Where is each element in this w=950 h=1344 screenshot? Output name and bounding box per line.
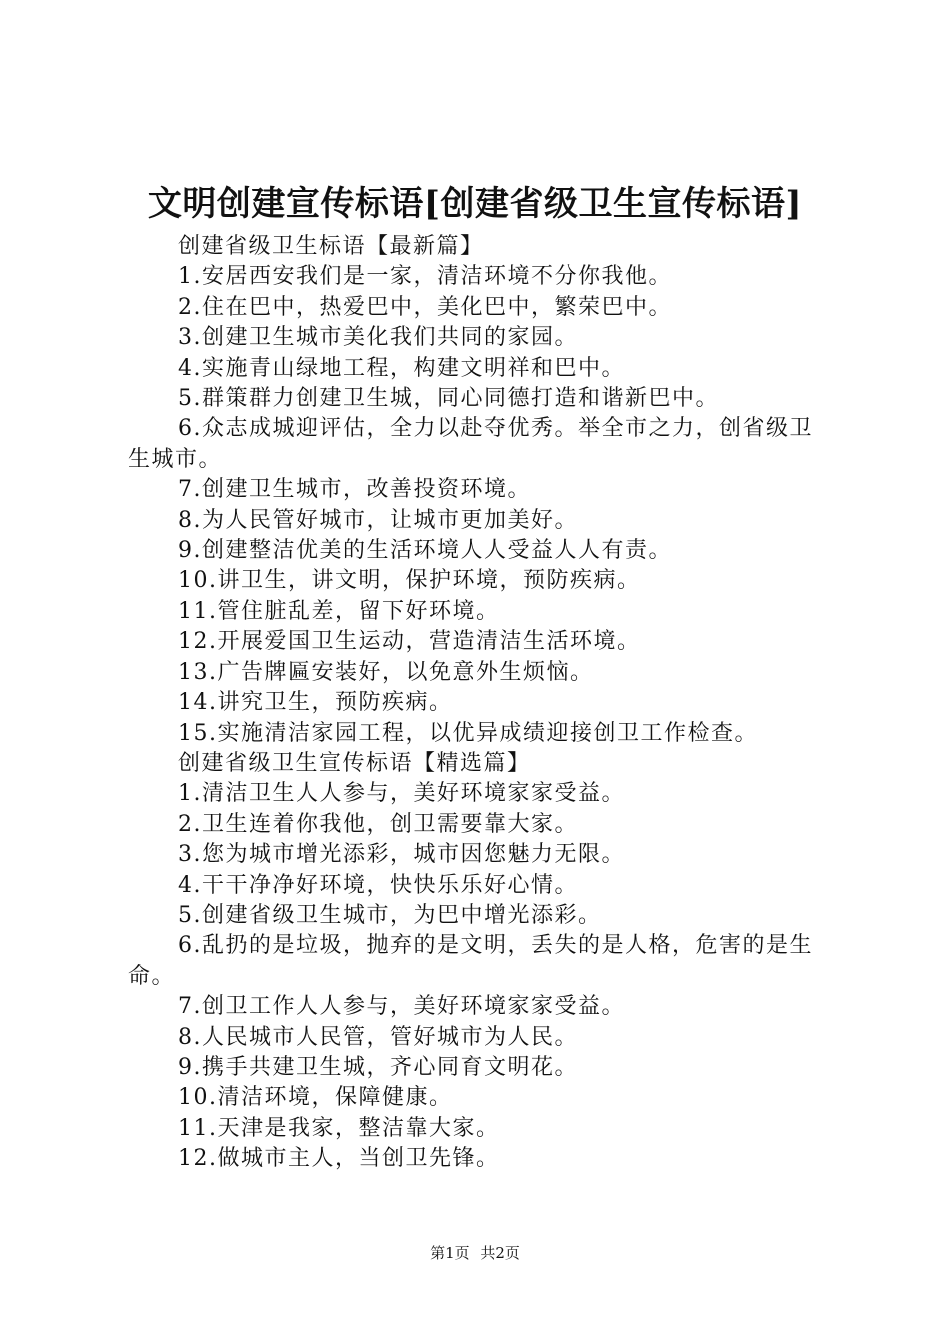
- slogan-line: 11.管住脏乱差，留下好环境。: [178, 598, 500, 624]
- slogan-line: 6.众志成城迎评估，全力以赴夺优秀。举全市之力，创省级卫生城市。: [128, 416, 813, 472]
- slogan-line: 1.清洁卫生人人参与，美好环境家家受益。: [178, 781, 625, 807]
- document-title: 文明创建宣传标语[创建省级卫生宣传标语]: [147, 184, 803, 224]
- slogan-line: 1.安居西安我们是一家，清洁环境不分你我他。: [178, 264, 672, 290]
- slogan-line: 6.乱扔的是垃圾，抛弃的是文明，丢失的是人格，危害的是生命。: [128, 933, 813, 989]
- slogan-line: 2.卫生连着你我他，创卫需要靠大家。: [178, 811, 578, 837]
- slogan-line: 8.人民城市人民管，管好城市为人民。: [178, 1024, 578, 1050]
- slogan-line: 9.携手共建卫生城，齐心同育文明花。: [178, 1054, 578, 1080]
- slogan-line: 15.实施清洁家园工程，以优异成绩迎接创卫工作检查。: [178, 720, 758, 746]
- slogan-line: 9.创建整洁优美的生活环境人人受益人人有责。: [178, 538, 672, 564]
- slogan-line: 3.您为城市增光添彩，城市因您魅力无限。: [178, 842, 625, 868]
- slogan-line: 12.开展爱国卫生运动，营造清洁生活环境。: [178, 629, 641, 655]
- section-heading: 创建省级卫生宣传标语【精选篇】: [178, 750, 531, 776]
- slogan-line: 7.创卫工作人人参与，美好环境家家受益。: [178, 994, 625, 1020]
- document-body: [128, 232, 832, 1175]
- slogan-line: 5.群策群力创建卫生城，同心同德打造和谐新巴中。: [178, 386, 719, 412]
- slogan-line: 2.住在巴中，热爱巴中，美化巴中，繁荣巴中。: [178, 294, 672, 320]
- slogan-line: 4.干干净净好环境，快快乐乐好心情。: [178, 872, 578, 898]
- slogan-line: 10.清洁环境，保障健康。: [178, 1085, 453, 1111]
- slogan-line: 3.创建卫生城市美化我们共同的家园。: [178, 325, 578, 351]
- slogan-line: 12.做城市主人，当创卫先锋。: [178, 1146, 500, 1172]
- slogan-line: 10.讲卫生，讲文明，保护环境，预防疾病。: [178, 568, 641, 594]
- page-total: 共2页: [480, 1244, 520, 1262]
- slogan-line: 13.广告牌匾安装好，以免意外生烦恼。: [178, 659, 594, 685]
- page-number: 第1页: [430, 1244, 470, 1262]
- slogan-line: 7.创建卫生城市，改善投资环境。: [178, 477, 531, 503]
- slogan-line: 5.创建省级卫生城市，为巴中增光添彩。: [178, 902, 602, 928]
- section-heading: 创建省级卫生标语【最新篇】: [178, 234, 484, 259]
- slogan-line: 8.为人民管好城市，让城市更加美好。: [178, 507, 578, 533]
- page-footer: [0, 1243, 950, 1263]
- slogan-line: 14.讲究卫生，预防疾病。: [178, 690, 453, 716]
- slogan-line: 11.天津是我家，整洁靠大家。: [178, 1115, 500, 1141]
- slogan-line: 4.实施青山绿地工程，构建文明祥和巴中。: [178, 355, 625, 381]
